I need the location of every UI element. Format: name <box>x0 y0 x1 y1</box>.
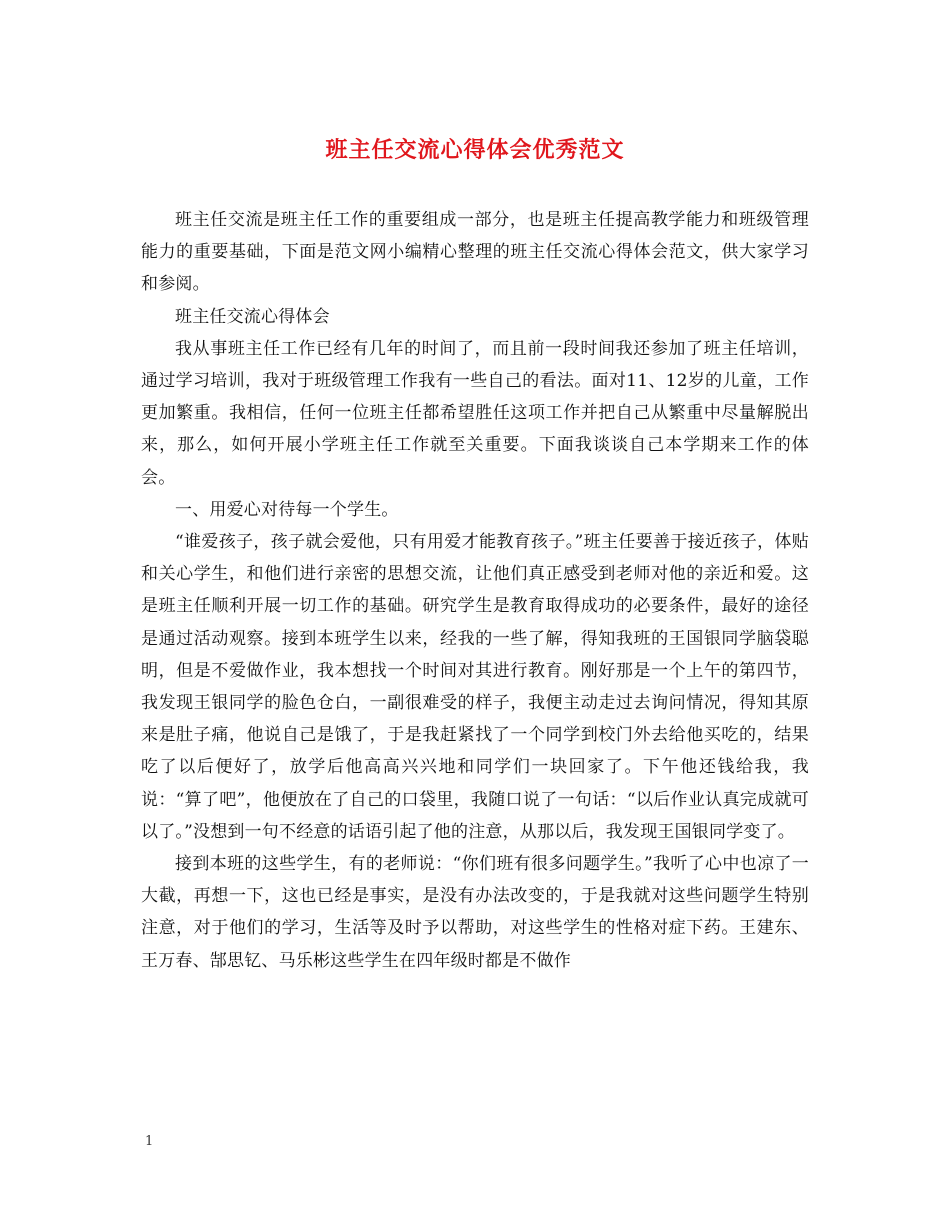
document-body <box>141 204 809 977</box>
subsection-heading: 一、用爱心对待每一个学生。 <box>175 499 399 520</box>
page-number: 1 <box>145 1134 154 1149</box>
body-paragraph: “谁爱孩子，孩子就会爱他，只有用爱才能教育孩子。”班主任要善于接近孩子，体贴和关心学生，和他们进行亲密的思想交流，让他们真正感受到老师对他的亲近和爱。这是班主任顺利开展一切工作的基础。研究学生是教育取得成功的必要条件，最好的途径是通过活动观察。接到本班学生以来，经我的一些了解，得知我班的王国银同学脑袋聪明，但是不爱做作业，我本想找一个时间对其进行教育。刚好那是一个上午的第四节，我发现王银同学的脸色仓白，一副很难受的样子，我便主动走过去询问情况，得知其原来是肚子痛，他说自己是饿了，于是我赶紧找了一个同学到校门外去给他买吃的，结果吃了以后便好了，放学后他高高兴兴地和同学们一块回家了。下午他还钱给我，我说：“算了吧”，他便放在了自己的口袋里，我随口说了一句话：“以后作业认真完成就可以了。”没想到一句不经意的话语引起了他的注意，从那以后，我发现王国银同学变了。 <box>141 532 809 842</box>
document-title: 班主任交流心得体会优秀范文 <box>325 137 625 163</box>
body-paragraph: 接到本班的这些学生，有的老师说：“你们班有很多问题学生。”我听了心中也凉了一大截，再想一下，这也已经是事实，是没有办法改变的，于是我就对这些问题学生特别注意，对于他们的学习，生活等及时予以帮助，对这些学生的性格对症下药。王建东、王万春、郜思钇、马乐彬这些学生在四年级时都是不做作 <box>141 854 809 971</box>
section-heading: 班主任交流心得体会 <box>175 306 330 327</box>
intro-paragraph: 班主任交流是班主任工作的重要组成一部分，也是班主任提高教学能力和班级管理能力的重要基础，下面是范文网小编精心整理的班主任交流心得体会范文，供大家学习和参阅。 <box>141 210 809 295</box>
body-paragraph: 我从事班主任工作已经有几年的时间了，而且前一段时间我还参加了班主任培训，通过学习培训，我对于班级管理工作我有一些自己的看法。面对11、12岁的儿童，工作更加繁重。我相信，任何一位班主任都希望胜任这项工作并把自己从繁重中尽量解脱出来，那么，如何开展小学班主任工作就至关重要。下面我谈谈自己本学期来工作的体会。 <box>141 338 809 488</box>
